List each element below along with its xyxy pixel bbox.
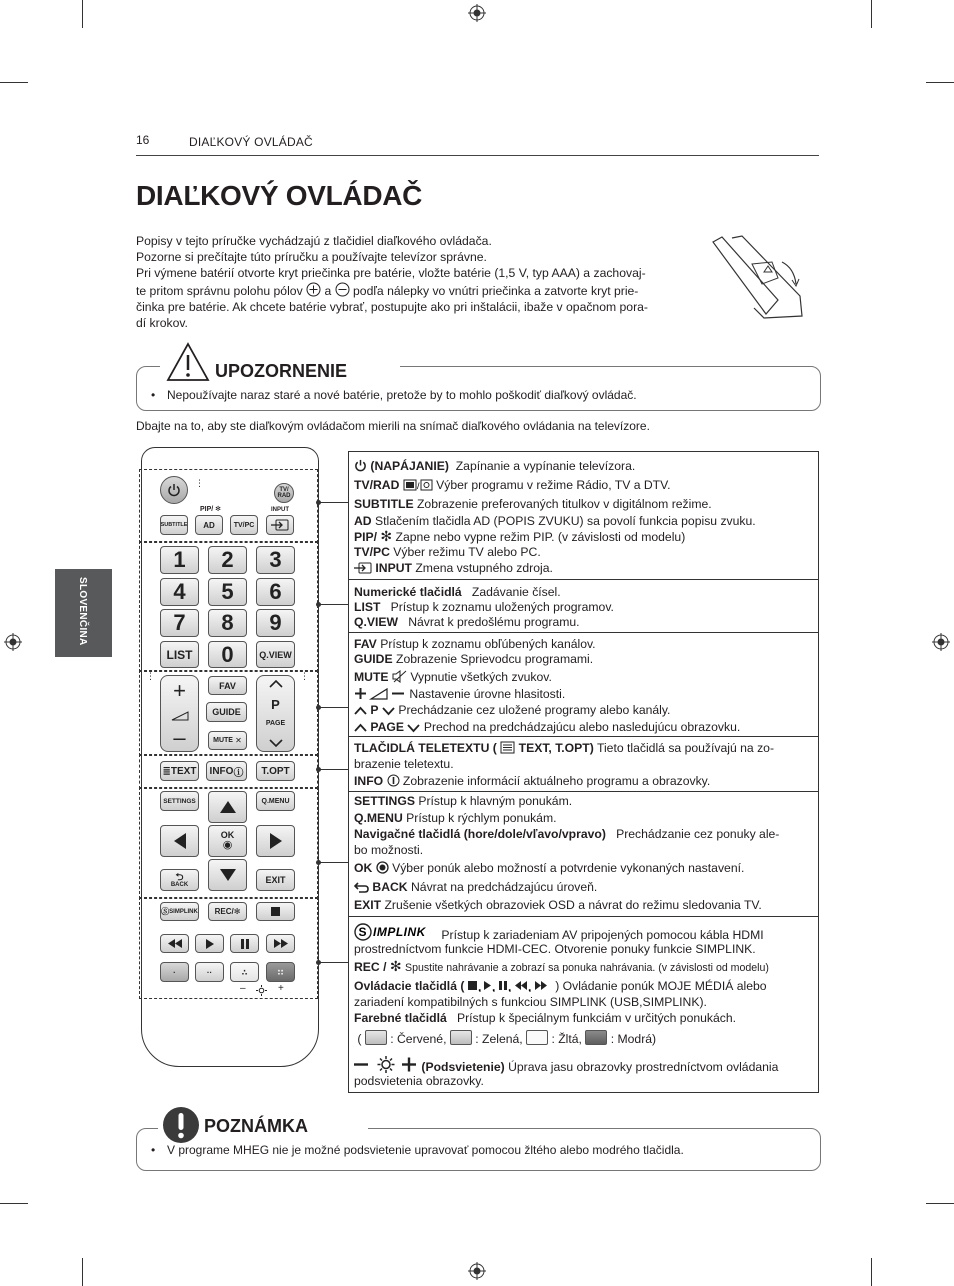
asterisk-icon: ✻ [380, 528, 393, 544]
pip-label: PIP/ ✻ [200, 506, 222, 513]
intro-line: Pri výmene batérií otvorte kryt priečinka pre batérie, vložte batérie (1,5 V, typ AAA) a zachovaj- [136, 265, 646, 280]
table-line [354, 897, 762, 913]
rec-button[interactable]: REC/✻ [208, 902, 247, 921]
crop-mark [82, 1258, 83, 1286]
topt-button[interactable]: T.OPT [256, 761, 295, 781]
fast-forward-icon [274, 939, 288, 948]
intro-text: a [324, 283, 332, 298]
svg-text:/: / [416, 481, 420, 491]
description: Prístup k zoznamu uložených programov. [390, 600, 614, 614]
note-bullet: V programe MHEG nie je možné podsvietenie upravovať pomocou žltého alebo modrého tlačidla. [167, 1143, 684, 1157]
table-line [354, 958, 769, 976]
play-button[interactable] [195, 934, 224, 953]
leader-line [318, 769, 348, 770]
description: Výber ponúk alebo možností a potvrdenie vykonaných nastavení. [392, 861, 745, 875]
svg-text:,: , [507, 980, 512, 992]
table-line [354, 636, 596, 652]
description: Zapínanie a vypínanie televízora. [455, 459, 636, 473]
ok-icon: ◉ [222, 839, 233, 851]
table-line [354, 879, 597, 895]
description: Zobrazenie preferovaných titulkov v digitálnom režime. [416, 497, 712, 511]
qview-button[interactable]: Q.VIEW [256, 641, 295, 668]
table-line: podsvietenia obrazovky. [354, 1074, 484, 1088]
intro-paragraph [136, 234, 696, 331]
term: PAGE [370, 720, 405, 734]
number-button-1[interactable]: 1 [160, 546, 199, 574]
program-up-icon [268, 679, 284, 689]
simplink-icon: Ⓢ [161, 907, 170, 916]
chevron-up-icon [354, 723, 367, 733]
number-button-9[interactable]: 9 [256, 609, 295, 637]
intro-line: činka pre batérie. Ak chcete batérie vybrať, postupujte ako pri inštalácii, ibaže v opačnom pora- [136, 299, 648, 314]
term: Navigačné tlačidlá (hore/dole/vľavo/vpravo) [354, 827, 606, 841]
table-line [354, 458, 635, 474]
power-icon [167, 483, 181, 497]
description: Prechádzanie cez ponuky ale- [616, 827, 780, 841]
number-button-8[interactable]: 8 [208, 609, 247, 637]
leader-line [318, 502, 348, 503]
term: INPUT [375, 561, 412, 575]
page-title: DIAĽKOVÝ OVLÁDAČ [136, 180, 423, 211]
table-line [354, 826, 779, 842]
description: Zadávanie čísel. [471, 585, 561, 599]
term: TLAČIDLÁ TELETEXTU ( [354, 741, 497, 755]
green-button-icon [450, 1030, 472, 1045]
description: Zobrazenie informácií aktuálneho programu a obrazovky. [402, 774, 711, 788]
svg-text:,: , [527, 980, 532, 992]
description: : Žltá, [551, 1032, 582, 1046]
input-icon [354, 562, 372, 574]
backlight-icon [256, 985, 267, 996]
description: ) Ovládanie ponúk MOJE MÉDIÁ alebo [555, 979, 767, 993]
intro-text: podľa nálepky vo vnútri priečinka a zatvorte kryt prie- [353, 283, 639, 298]
nav-right-button[interactable] [256, 825, 295, 857]
registration-mark-icon [4, 633, 22, 651]
chevron-up-icon [354, 706, 367, 716]
ok-button[interactable] [208, 825, 247, 857]
crop-mark [926, 1203, 954, 1204]
description: Nastavenie úrovne hlasitosti. [409, 687, 566, 701]
remote-battery-illustration [708, 234, 808, 322]
tv-rad-button[interactable]: TV/ RAD [274, 483, 294, 503]
exit-button[interactable]: EXIT [256, 869, 295, 891]
intro-line: dí krokov. [136, 315, 188, 330]
leader-dot [316, 602, 321, 607]
side-tab-label: SLOVENČINA [77, 577, 88, 646]
input-label: INPUT [271, 507, 289, 513]
number-button-2[interactable]: 2 [208, 546, 247, 574]
fav-button[interactable]: FAV [208, 676, 247, 695]
volume-level-icon [171, 711, 189, 721]
number-button-0[interactable]: 0 [208, 641, 247, 668]
leader-dot [316, 960, 321, 965]
description: ( [357, 1032, 362, 1046]
nav-up-button[interactable] [208, 791, 247, 823]
volume-down-icon: – [173, 725, 186, 750]
table-line [354, 1030, 656, 1047]
term: Numerické tlačidlá [354, 585, 462, 599]
caution-bullet-dot: • [151, 388, 156, 402]
chevron-down-icon [407, 723, 420, 733]
simplink-label: SIMPLINK [169, 908, 198, 915]
table-line [354, 584, 561, 600]
crop-mark [0, 82, 28, 83]
nav-left-button[interactable] [160, 825, 199, 857]
description: Návrat na predchádzajúcu úroveň. [411, 880, 598, 894]
table-row [349, 580, 818, 633]
term: AD [354, 514, 372, 528]
tv-pc-button[interactable]: TV/PC [230, 515, 258, 535]
description: Prístup k zariadeniam AV pripojených pomocou kábla HDMI [441, 928, 764, 942]
description: Zobrazenie Sprievodcu programami. [396, 652, 594, 666]
table-line [354, 477, 671, 493]
red-button-icon [365, 1030, 387, 1045]
term: TV/RAD [354, 478, 400, 492]
play-icon [206, 939, 214, 949]
description: Zapne nebo vypne režim PIP. (v závislosti od modelu) [395, 530, 686, 544]
tv-radio-icon [403, 479, 433, 491]
registration-mark-icon [468, 4, 486, 22]
registration-mark-icon [932, 633, 950, 651]
table-line [354, 702, 670, 718]
note-bullet-dot: • [151, 1143, 156, 1157]
playback-controls-icon [468, 980, 552, 992]
table-row [349, 917, 818, 1092]
header-rule [136, 155, 819, 156]
description: Spustite nahrávanie a zobrazí sa ponuka nahrávania. (v závislosti od modelu) [405, 962, 769, 974]
term: Q.MENU [354, 811, 403, 825]
crop-mark [871, 0, 872, 28]
fast-forward-button[interactable] [266, 934, 295, 953]
table-line: brazenie teletextu. [354, 757, 454, 771]
crop-mark [0, 1203, 28, 1204]
ad-button[interactable]: AD [195, 515, 223, 535]
mute-icon [392, 670, 407, 683]
leader-dot [316, 860, 321, 865]
leader-line [318, 604, 348, 605]
back-icon [354, 881, 369, 893]
yellow-button[interactable]: ∴ [230, 962, 259, 982]
caution-bullet: Nepoužívajte naraz staré a nové batérie, pretože by to mohlo poškodiť diaľkový ovládač. [167, 388, 637, 402]
list-button[interactable]: LIST [160, 641, 199, 668]
page-number: 16 [136, 133, 150, 147]
description: : Zelená, [475, 1032, 523, 1046]
description: Tieto tlačidlá sa používajú na zo- [596, 741, 775, 755]
volume-rocker[interactable] [160, 675, 199, 752]
table-row [349, 633, 818, 737]
back-button[interactable] [160, 869, 199, 891]
term: SETTINGS [354, 794, 415, 808]
leader-line [318, 862, 348, 863]
leader-dot [316, 767, 321, 772]
text-button[interactable] [160, 761, 199, 781]
arrow-up-icon [219, 800, 237, 814]
description: : Červené, [390, 1032, 447, 1046]
rewind-icon [168, 939, 182, 948]
info-button[interactable] [206, 761, 247, 781]
description: Prístup k hlavným ponukám. [418, 794, 573, 808]
pause-button[interactable] [230, 934, 259, 953]
guide-button[interactable]: GUIDE [206, 702, 247, 722]
crop-mark [82, 0, 83, 28]
backlight-minus-label: – [240, 983, 246, 994]
settings-button[interactable]: SETTINGS [160, 791, 199, 811]
mute-button[interactable] [208, 731, 247, 750]
description: Návrat k predošlému programu. [408, 615, 580, 629]
term: REC / [354, 960, 387, 974]
blue-button[interactable]: ∷ [266, 962, 295, 982]
term: SUBTITLE [354, 497, 414, 511]
table-line [354, 773, 710, 789]
input-icon [271, 519, 289, 531]
description: Prechádzanie cez uložené programy alebo kanály. [398, 703, 671, 717]
table-line: zariadení kompatibilných s funkciou SIMPLINK (USB,SIMPLINK). [354, 995, 707, 1009]
description: Zrušenie všetkých obrazoviek OSD a návrat do režimu sledovania TV. [384, 898, 762, 912]
yellow-button-icon [526, 1030, 548, 1045]
term: GUIDE [354, 652, 393, 666]
term: TEXT, T.OPT) [518, 741, 594, 755]
number-button-6[interactable]: 6 [256, 578, 295, 606]
table-line: prostredníctvom funkcie HDMI-CEC. Otvorenie ponuky funkcie SIMPLINK. [354, 942, 756, 956]
caution-heading: UPOZORNENIE [215, 361, 348, 381]
language-side-tab [55, 569, 112, 657]
mute-label: MUTE [213, 737, 233, 744]
description: Stlačením tlačidla AD (POPIS ZVUKU) sa povolí funkcia popisu zvuku. [375, 514, 756, 528]
crop-mark [871, 1258, 872, 1286]
table-line [354, 614, 580, 630]
number-button-3[interactable]: 3 [256, 546, 295, 574]
table-line [354, 719, 740, 735]
number-button-7[interactable]: 7 [160, 609, 199, 637]
info-icon [387, 774, 400, 787]
term: EXIT [354, 898, 382, 912]
svg-text:S: S [358, 925, 367, 939]
nav-down-button[interactable] [208, 859, 247, 891]
back-label: BACK [170, 881, 189, 888]
table-line [354, 860, 744, 876]
minus-pole-icon [335, 282, 350, 297]
crop-mark [926, 82, 954, 83]
description: Prístup k zoznamu obľúbených kanálov. [380, 637, 596, 651]
table-row [349, 737, 818, 792]
warning-triangle-icon [166, 342, 210, 382]
pause-icon [241, 939, 249, 949]
table-line [354, 599, 614, 615]
table-line [354, 978, 767, 994]
ok-label: OK [220, 830, 235, 840]
svg-text:,: , [477, 980, 482, 992]
description: : Modrá) [610, 1032, 657, 1046]
description: Úprava jasu obrazovky prostredníctvom ovládania [508, 1060, 779, 1074]
term: INFO [354, 774, 384, 788]
arrow-left-icon [173, 832, 187, 850]
intro-line: Pozorne si prečítajte túto príručku a používajte televízor správne. [136, 249, 487, 264]
sensor-dots: ⋮ [195, 478, 204, 488]
intro-line: Popisy v tejto príručke vychádzajú z tlačidiel diaľkového ovládača. [136, 234, 492, 248]
power-icon [354, 459, 367, 472]
table-line [354, 810, 557, 826]
volume-controls-icon [354, 687, 406, 700]
table-line [354, 544, 541, 560]
term: FAV [354, 637, 377, 651]
term: (NAPÁJANIE) [370, 459, 449, 473]
term: MUTE [354, 670, 389, 684]
table-line [354, 560, 553, 576]
term: LIST [354, 600, 381, 614]
subtitle-button[interactable]: SUBTITLE [160, 515, 188, 535]
program-down-icon [268, 738, 284, 748]
svg-text:,: , [491, 980, 496, 992]
page-label: PAGE [265, 720, 286, 728]
mute-icon: ✕ [232, 736, 242, 745]
description: Zmena vstupného zdroja. [415, 561, 553, 575]
term: TV/PC [354, 545, 390, 559]
leader-dot [316, 500, 321, 505]
green-button[interactable]: ·· [195, 962, 224, 982]
term: Q.VIEW [354, 615, 399, 629]
backlight-controls-icon [354, 1056, 418, 1073]
description: Prístup k špeciálnym funkciám v určitých ponukách. [456, 1011, 737, 1025]
aim-instruction: Dbajte na to, aby ste diaľkovým ovládačom mierili na snímač diaľkového ovládania na televízore. [136, 419, 650, 433]
info-icon: ⓘ [233, 767, 244, 779]
leader-dot [316, 705, 321, 710]
back-icon: ⮌ [175, 871, 184, 883]
power-button[interactable] [160, 476, 188, 504]
qmenu-button[interactable]: Q.MENU [256, 791, 295, 811]
table-row [349, 452, 818, 580]
red-button[interactable]: · [160, 962, 189, 982]
term: Ovládacie tlačidlá ( [354, 979, 465, 993]
backlight-plus-label: + [278, 983, 284, 994]
leader-line [318, 707, 348, 708]
table-line [354, 740, 774, 756]
term: OK [354, 861, 373, 875]
program-label: P [271, 696, 280, 712]
plus-pole-icon [306, 282, 321, 297]
teletext-icon: ≣ [162, 765, 171, 777]
note-exclamation-icon [162, 1106, 200, 1144]
table-line [354, 496, 712, 512]
intro-line [136, 282, 696, 300]
description: Prístup k rýchlym ponukám. [406, 811, 557, 825]
button-description-table [348, 451, 819, 1093]
table-line [354, 528, 685, 545]
leader-line [318, 962, 348, 963]
description: Vypnutie všetkých zvukov. [410, 670, 552, 684]
description: Prechod na predchádzajúcu alebo nasledujúcu obrazovku. [423, 720, 741, 734]
program-rocker[interactable] [256, 675, 295, 752]
description: Výber režimu TV alebo PC. [393, 545, 541, 559]
table-line [354, 651, 593, 667]
running-head: DIAĽKOVÝ OVLÁDAČ [189, 135, 313, 149]
registration-mark-icon [468, 1262, 486, 1280]
stop-icon [271, 907, 280, 916]
blue-button-icon [585, 1030, 607, 1045]
term: Farebné tlačidlá [354, 1011, 447, 1025]
ok-icon [376, 861, 389, 874]
simplink-logo-icon [354, 923, 438, 941]
svg-text:IMPLINK: IMPLINK [373, 925, 426, 939]
table-line [354, 513, 756, 529]
table-line [354, 669, 552, 685]
teletext-icon [500, 741, 515, 754]
intro-text: te pritom správnu polohu pólov [136, 283, 303, 298]
asterisk-icon: ✻ [389, 958, 402, 974]
sensor-dots: ⋮ [300, 671, 309, 681]
term: P [370, 703, 379, 717]
sensor-dots: ⋮ [146, 671, 155, 681]
table-line [354, 1010, 736, 1026]
arrow-right-icon [269, 832, 283, 850]
input-button[interactable] [266, 515, 294, 535]
rewind-button[interactable] [160, 934, 189, 953]
volume-up-icon: + [173, 678, 186, 703]
term: (Podsvietenie) [421, 1060, 505, 1074]
chevron-down-icon [382, 706, 395, 716]
table-line: bo možnosti. [354, 843, 424, 857]
table-row [349, 792, 818, 917]
number-button-4[interactable]: 4 [160, 578, 199, 606]
term: PIP/ [354, 530, 378, 544]
note-heading: POZNÁMKA [204, 1116, 308, 1136]
table-line [354, 793, 572, 809]
table-line [354, 686, 565, 702]
description: Výber programu v režime Rádio, TV a DTV. [436, 478, 671, 492]
number-button-5[interactable]: 5 [208, 578, 247, 606]
text-label: TEXT [170, 765, 197, 777]
info-label: INFO [209, 765, 234, 777]
simplink-button[interactable] [160, 902, 199, 921]
term: BACK [372, 880, 408, 894]
stop-button[interactable] [256, 902, 295, 921]
arrow-down-icon [219, 868, 237, 882]
